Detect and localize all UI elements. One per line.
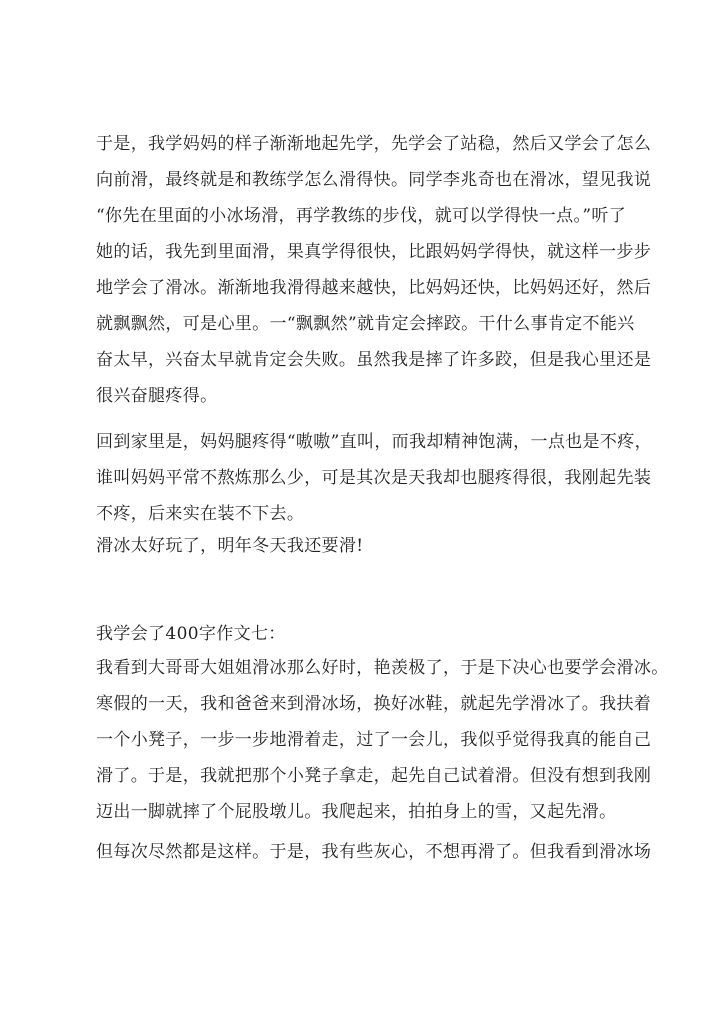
text-line: 寒假的一天，我和爸爸来到滑冰场，换好冰鞋，就起先学滑冰了。我扶着 <box>96 694 652 714</box>
text-line: 滑冰太好玩了，明年冬天我还要滑! <box>96 536 364 556</box>
text-line: 不疼，后来实在装不下去。 <box>96 504 305 524</box>
text-line: 回到家里是，妈妈腿疼得“嗷嗷”直叫，而我却精神饱满，一点也是不疼， <box>96 432 652 452</box>
section-heading <box>96 616 636 652</box>
text-line: 很兴奋腿疼得。 <box>96 386 218 406</box>
text-line: 于是，我学妈妈的样子渐渐地起先学，先学会了站稳，然后又学会了怎么 <box>96 134 652 154</box>
paragraph-2 <box>96 424 652 532</box>
paragraph-6 <box>96 834 652 870</box>
text-line: 就飘飘然，可是心里。一“飘飘然”就肯定会摔跤。干什么事肯定不能兴 <box>96 314 635 334</box>
heading-line: 我学会了400字作文七： <box>96 624 286 644</box>
text-line: 她的话，我先到里面滑，果真学得很快，比跟妈妈学得快，就这样一步步 <box>96 242 652 262</box>
text-line: 但每次尽然都是这样。于是，我有些灰心，不想再滑了。但我看到滑冰场 <box>96 842 652 862</box>
paragraph-1 <box>96 126 652 414</box>
text-line: 我看到大哥哥大姐姐滑冰那么好时，艳羡极了，于是下决心也要学会滑冰。 <box>96 658 669 678</box>
paragraph-3 <box>96 528 636 564</box>
text-line: 一个小凳子，一步一步地滑着走，过了一会儿，我似乎觉得我真的能自己 <box>96 730 652 750</box>
text-line: 谁叫妈妈平常不熬炼那么少，可是其次是天我却也腿疼得很，我刚起先装 <box>96 468 652 488</box>
text-line: “你先在里面的小冰场滑，再学教练的步伐，就可以学得快一点。”听了 <box>96 206 627 226</box>
text-line: 迈出一脚就摔了个屁股墩儿。我爬起来，拍拍身上的雪，又起先滑。 <box>96 802 617 822</box>
text-line: 向前滑，最终就是和教练学怎么滑得快。同学李兆奇也在滑冰，望见我说 <box>96 170 652 190</box>
text-line: 滑了。于是，我就把那个小凳子拿走，起先自己试着滑。但没有想到我刚 <box>96 766 652 786</box>
paragraph-5 <box>96 650 669 830</box>
text-line: 奋太早，兴奋太早就肯定会失败。虽然我是摔了许多跤，但是我心里还是 <box>96 350 652 370</box>
text-line: 地学会了滑冰。渐渐地我滑得越来越快，比妈妈还快，比妈妈还好，然后 <box>96 278 652 298</box>
